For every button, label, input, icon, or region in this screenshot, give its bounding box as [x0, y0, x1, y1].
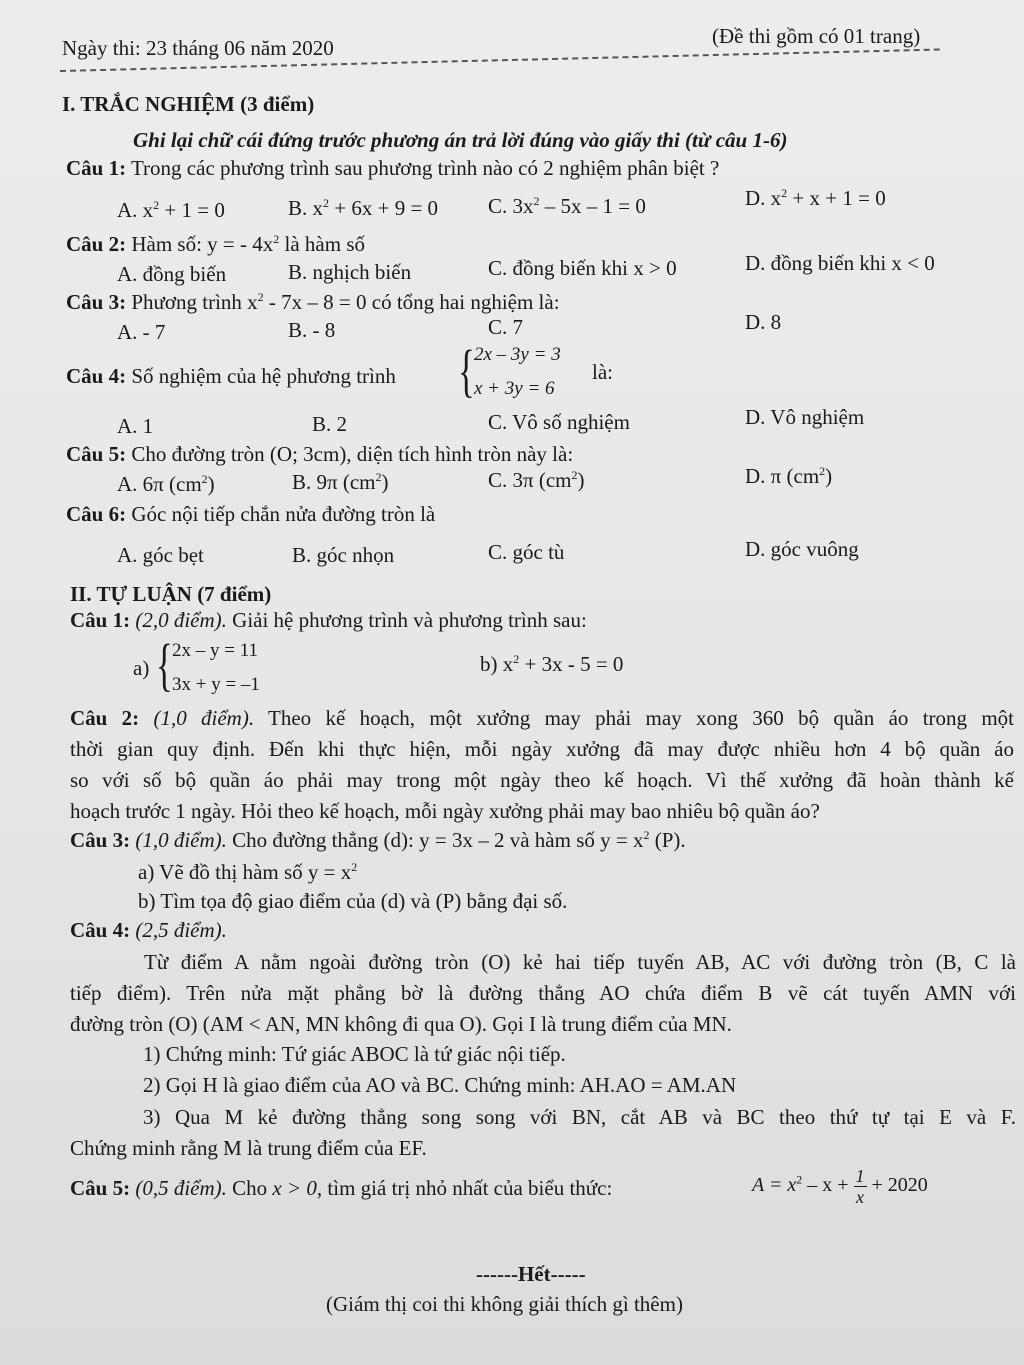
brace-symbol: { [458, 338, 475, 403]
q1-option-a: A. $x^2 + 1 = 0$ [117, 198, 225, 222]
c1-b-equation: b) $x^2 + 3x - 5 = 0$ [480, 652, 624, 676]
q4-stem: Câu 4: Số nghiệm của hệ phương trình [66, 364, 396, 388]
q4-option-c: C. Vô số nghiệm [488, 410, 630, 434]
q1-option-d: D. $x^2 + x + 1 = 0$ [745, 186, 886, 210]
c5-expression: $A = x^2 - x$ + $\frac{1}{x}$ + 2020 [752, 1166, 928, 1207]
q4-option-a: A. 1 [117, 414, 154, 438]
end-marker: ------Hết----- [476, 1262, 586, 1286]
pages-note: (Đề thi gồm có 01 trang) [712, 24, 921, 48]
brace-symbol: { [156, 632, 173, 697]
q5-option-b: B. 9π $(cm^2)$ [292, 470, 389, 494]
c3-stem: Câu 3: (1,0 điểm). Cho đường thẳng (d): y = 3x – 2 và hàm số $y = x^2$ (P). [70, 828, 686, 852]
c1-equation-system [156, 632, 296, 702]
q5-option-d: D. π $(cm^2)$ [745, 464, 833, 488]
q2-stem: Câu 2: Hàm số: y = - $4x^2$ là hàm số [66, 232, 365, 256]
c5-stem: Câu 5: (0,5 điểm). Cho x > 0, tìm giá trị nhỏ nhất của biểu thức: [70, 1176, 613, 1200]
q2-option-b: B. nghịch biến [288, 260, 412, 284]
q3-option-b: B. - 8 [288, 318, 336, 342]
c1-eq1: 2x – y = 11 [172, 640, 259, 661]
c3-part-a: a) Vẽ đồ thị hàm số $y = x^2$ [138, 860, 358, 884]
q1-stem [66, 156, 719, 181]
q6-option-b: B. góc nhọn [292, 543, 395, 567]
q6-option-c: C. góc tù [488, 540, 565, 564]
q4-option-b: B. 2 [312, 412, 348, 436]
c2-paragraph: Câu 2: (1,0 điểm). Theo kế hoạch, một xưởng may phải may xong 360 bộ quần áo trong một thời gian quy định. Đến khi thực hiện, mỗi ngày xưởng đã may được nhiều hơn 4 bộ quần áo so với số bộ quần áo phải may trong một ngày theo kế hoạch. Vì thế xưởng đã hoàn thành kế hoạch trước 1 ngày. Hỏi theo kế hoạch, mỗi ngày xưởng phải may bao nhiêu bộ quần áo? [70, 706, 1015, 823]
q1-label: Câu 1: [66, 156, 127, 180]
q6-stem: Câu 6: Góc nội tiếp chắn nửa đường tròn là [66, 502, 436, 526]
q3-stem: Câu 3: Phương trình $x^2 - 7x - 8 = 0$ có tổng hai nghiệm là: [66, 290, 560, 314]
part1-title: I. TRẮC NGHIỆM (3 điểm) [62, 92, 315, 116]
q2-option-c: C. đồng biến khi x > 0 [488, 256, 677, 280]
fraction-one-over-x: $\frac{1}{x}$ [855, 1166, 865, 1207]
c4-paragraph: Từ điểm A nằm ngoài đường tròn (O) kẻ hai tiếp tuyến AB, AC với đường tròn (B, C là tiếp điểm). Trên nửa mặt phẳng bờ là đường thẳng AO chứa điểm B vẽ cát tuyến AMN với đường tròn (O) (AM < AN, MN không đi qua O). Gọi I là trung điểm của MN. [70, 950, 1016, 1036]
proctor-note: (Giám thị coi thi không giải thích gì thêm) [326, 1292, 683, 1316]
c1-a-label: a) [133, 656, 150, 680]
c3-part-b: b) Tìm tọa độ giao điểm của (d) và (P) bằng đại số. [138, 889, 568, 913]
c1-stem: Câu 1: (2,0 điểm). Giải hệ phương trình và phương trình sau: [70, 608, 587, 632]
part1-instruction: Ghi lại chữ cái đứng trước phương án trả lời đúng vào giấy thi (từ câu 1-6) [133, 128, 788, 152]
q5-stem: Câu 5: Cho đường tròn (O; 3cm), diện tích hình tròn này là: [66, 442, 574, 466]
q4-tail: là: [592, 360, 613, 384]
q4-eq1: 2x – 3y = 3 [474, 344, 561, 365]
q2-option-d: D. đồng biến khi x < 0 [745, 251, 935, 275]
c4-part-1: 1) Chứng minh: Tứ giác ABOC là tứ giác nội tiếp. [143, 1042, 566, 1066]
q1-text: Trong các phương trình sau phương trình nào có 2 nghiệm phân biệt ? [130, 156, 720, 180]
c4-part-3: 3) Qua M kẻ đường thẳng song song với BN, cắt AB và BC theo thứ tự tại E và F. Chứng minh rằng M là trung điểm của EF. [70, 1105, 1016, 1160]
q4-eq2: x + 3y = 6 [474, 378, 555, 399]
c4-part-2: 2) Gọi H là giao điểm của AO và BC. Chứng minh: AH.AO = AM.AN [143, 1073, 737, 1097]
q4-equation-system [458, 340, 598, 410]
q4-option-d: D. Vô nghiệm [745, 405, 865, 429]
q5-option-c: C. 3π $(cm^2)$ [488, 468, 585, 492]
c4-stem: Câu 4: (2,5 điểm). [70, 918, 227, 942]
c1-eq2: 3x + y = –1 [172, 674, 260, 695]
q3-option-a: A. - 7 [117, 320, 166, 344]
q6-option-d: D. góc vuông [745, 537, 859, 561]
q5-option-a: A. 6π $(cm^2)$ [117, 472, 215, 496]
q1-option-b: B. $x^2 + 6x + 9 = 0$ [288, 196, 439, 220]
q3-option-d: D. 8 [745, 310, 782, 334]
q2-option-a: A. đồng biến [117, 262, 227, 286]
q3-option-c: C. 7 [488, 315, 524, 339]
q6-option-a: A. góc bẹt [117, 543, 204, 567]
part2-title: II. TỰ LUẬN (7 điểm) [70, 582, 272, 606]
exam-date: Ngày thi: 23 tháng 06 năm 2020 [62, 36, 334, 60]
q1-option-c: C. $3x^2 - 5x - 1 = 0$ [488, 194, 646, 218]
